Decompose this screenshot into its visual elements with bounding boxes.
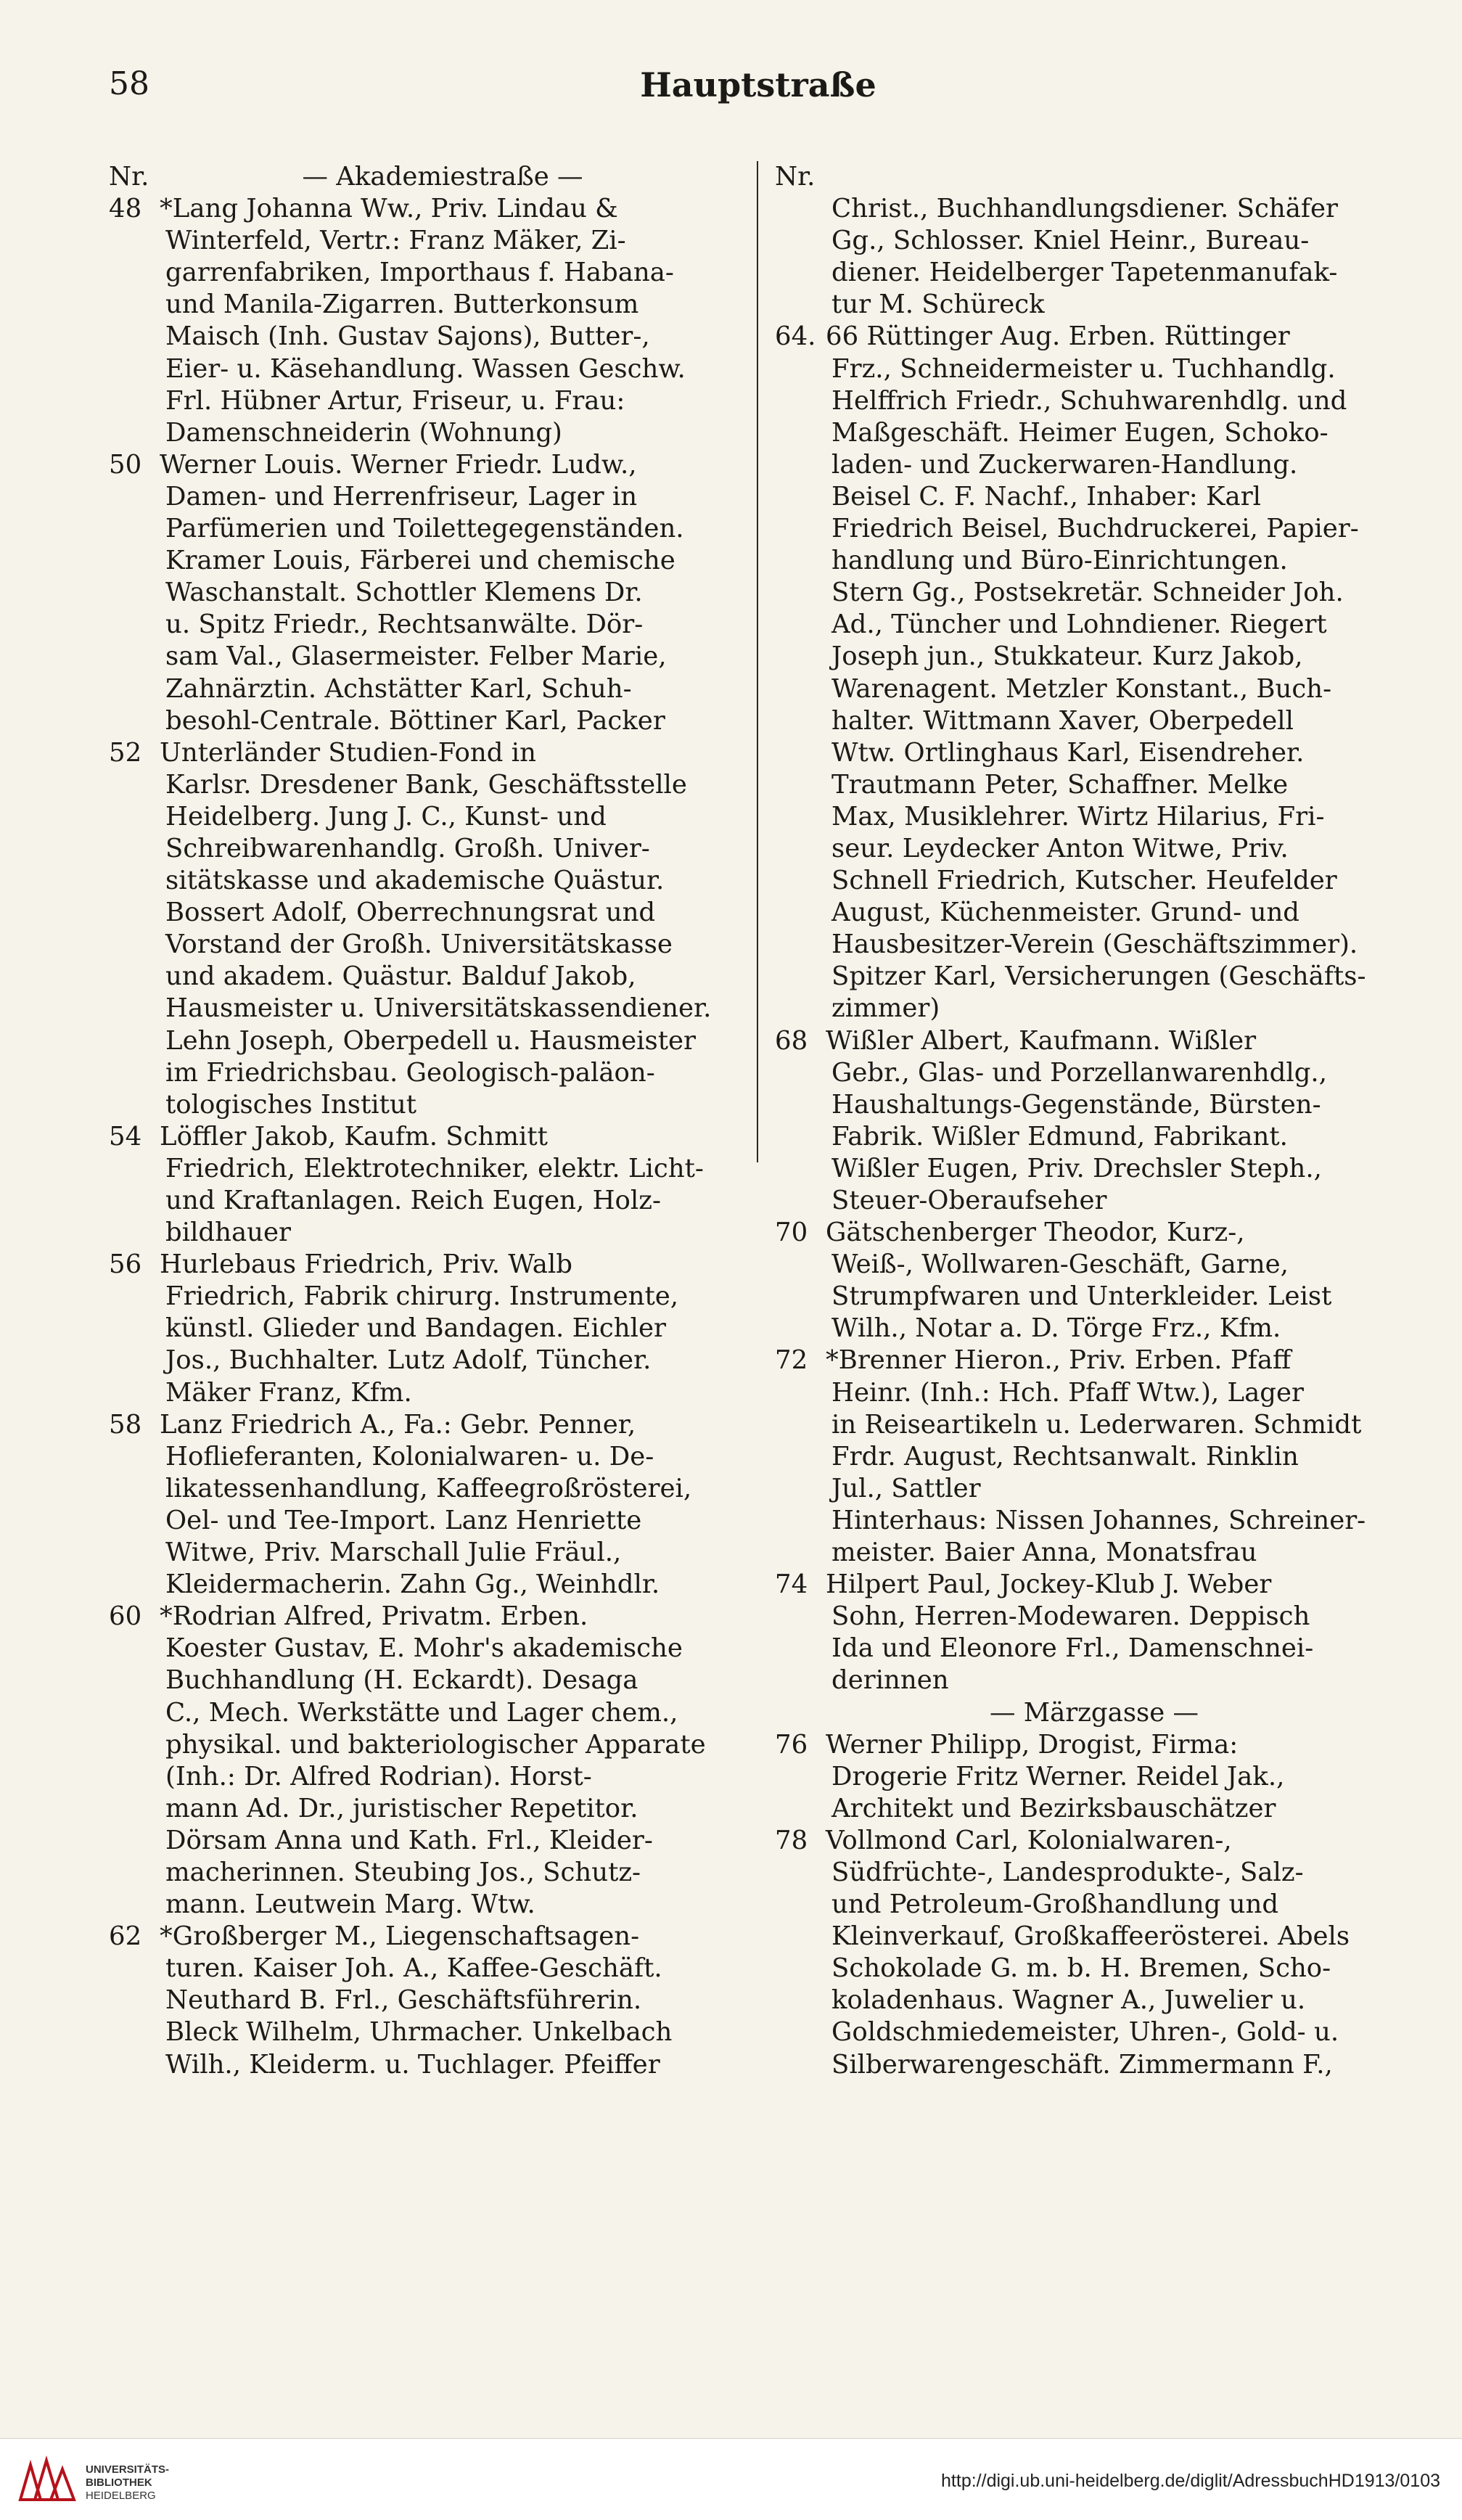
source-url-link[interactable]: http://digi.ub.uni-heidelberg.de/diglit/AdressbuchHD1913/0103 xyxy=(941,2471,1440,2491)
text-line xyxy=(109,417,747,449)
entry-text: August, Küchenmeister. Grund- und xyxy=(831,898,1300,928)
text-line xyxy=(109,1729,747,1761)
entry-text: turen. Kaiser Joh. A., Kaffee-Geschäft. xyxy=(165,1953,662,1984)
text-line xyxy=(775,1473,1413,1505)
text-line xyxy=(775,1313,1413,1345)
text-line xyxy=(109,1569,747,1601)
text-line xyxy=(775,1185,1413,1217)
page-header xyxy=(109,65,1408,123)
text-line xyxy=(775,1345,1413,1376)
house-number: 58 xyxy=(109,1409,142,1440)
text-line xyxy=(109,289,747,321)
text-line xyxy=(109,961,747,993)
house-number: 54 xyxy=(109,1121,142,1152)
entry-text: Gg., Schlosser. Kniel Heinr., Bureau- xyxy=(831,226,1310,256)
entry-text: Kleinverkauf, Großkaffeerösterei. Abels xyxy=(831,1921,1350,1952)
text-line xyxy=(109,513,747,545)
entry-text: seur. Leydecker Anton Witwe, Priv. xyxy=(831,833,1289,863)
entry-text: Wißler Eugen, Priv. Drechsler Steph., xyxy=(831,1153,1322,1183)
text-line xyxy=(775,993,1413,1025)
text-line xyxy=(109,929,747,961)
text-line xyxy=(109,1505,747,1537)
page-number: 58 xyxy=(109,65,149,102)
text-line xyxy=(109,1665,747,1696)
entry-text: Jul., Sattler xyxy=(831,1473,981,1503)
entry-text: Strumpfwaren und Unterkleider. Leist xyxy=(831,1281,1332,1312)
text-line xyxy=(775,481,1413,513)
entry-text: in Reiseartikeln u. Lederwaren. Schmidt xyxy=(831,1409,1362,1440)
entry-text: Koester Gustav, E. Mohr's akademische xyxy=(165,1633,683,1664)
entry-text: Bleck Wilhelm, Uhrmacher. Unkelbach xyxy=(165,2017,673,2048)
entry-text: 66 Rüttinger Aug. Erben. Rüttinger xyxy=(826,321,1290,352)
entry-text: Damen- und Herrenfriseur, Lager in xyxy=(165,481,638,512)
house-number: 70 xyxy=(775,1218,808,1248)
entry-text: Maisch (Inh. Gustav Sajons), Butter-, xyxy=(165,321,650,352)
text-line xyxy=(109,833,747,865)
entry-text: Heidelberg. Jung J. C., Kunst- und xyxy=(165,801,607,832)
entry-text: Architekt und Bezirksbauschätzer xyxy=(831,1793,1276,1823)
text-line xyxy=(775,609,1413,641)
text-line xyxy=(775,2049,1413,2081)
entry-text: Südfrüchte-, Landesprodukte-, Salz- xyxy=(831,1857,1304,1887)
right-column xyxy=(775,161,1413,2081)
entry-text: koladenhaus. Wagner A., Juwelier u. xyxy=(831,1985,1306,2016)
text-line xyxy=(775,225,1413,257)
entry-text: tur M. Schüreck xyxy=(831,290,1045,320)
entry-text: sam Val., Glasermeister. Felber Marie, xyxy=(165,641,667,672)
entry-text: Weiß-, Wollwaren-Geschäft, Garne, xyxy=(831,1249,1289,1280)
text-line xyxy=(775,1377,1413,1409)
house-number: 60 xyxy=(109,1601,142,1632)
entry-text: Ida und Eleonore Frl., Damenschnei- xyxy=(831,1633,1314,1664)
text-line xyxy=(109,641,747,673)
text-line xyxy=(109,1089,747,1121)
entry-text: Frl. Hübner Artur, Friseur, u. Frau: xyxy=(165,385,625,416)
house-number: 72 xyxy=(775,1345,808,1376)
entry-text: Sohn, Herren-Modewaren. Deppisch xyxy=(831,1601,1310,1632)
text-line xyxy=(775,1633,1413,1665)
text-line xyxy=(109,1441,747,1473)
entry-text: und Manila-Zigarren. Butterkonsum xyxy=(165,290,639,320)
text-line xyxy=(109,1217,747,1249)
text-line xyxy=(775,1889,1413,1921)
text-line xyxy=(775,1953,1413,1985)
entry-text: Zahnärztin. Achstätter Karl, Schuh- xyxy=(165,673,632,704)
entry-text: Hoflieferanten, Kolonialwaren- u. De- xyxy=(165,1441,654,1472)
library-name xyxy=(86,2463,169,2503)
text-line xyxy=(775,321,1413,353)
entry-text: *Brenner Hieron., Priv. Erben. Pfaff xyxy=(826,1345,1291,1376)
entry-text: Oel- und Tee-Import. Lanz Henriette xyxy=(165,1505,642,1535)
house-number: 76 xyxy=(775,1729,808,1760)
entry-text: Spitzer Karl, Versicherungen (Geschäfts- xyxy=(831,961,1366,992)
text-line xyxy=(775,1409,1413,1441)
house-number: 74 xyxy=(775,1569,808,1600)
text-line xyxy=(109,193,747,225)
text-line xyxy=(775,865,1413,897)
text-line xyxy=(109,1057,747,1089)
entry-text: Hausbesitzer-Verein (Geschäftszimmer). xyxy=(831,929,1358,960)
entry-text: Hurlebaus Friedrich, Priv. Walb xyxy=(160,1249,573,1280)
entry-text: mann. Leutwein Marg. Wtw. xyxy=(165,1889,535,1920)
text-line xyxy=(775,2016,1413,2048)
text-line xyxy=(109,1313,747,1345)
entry-text: handlung und Büro-Einrichtungen. xyxy=(831,546,1288,576)
house-number: 68 xyxy=(775,1025,808,1056)
page-title: Hauptstraße xyxy=(640,65,876,104)
text-line xyxy=(775,1665,1413,1696)
text-line xyxy=(775,1121,1413,1153)
text-line xyxy=(109,993,747,1025)
text-line xyxy=(775,737,1413,769)
text-line xyxy=(775,833,1413,865)
text-line xyxy=(109,449,747,481)
text-line xyxy=(109,1345,747,1376)
left-column xyxy=(109,161,747,2081)
text-line xyxy=(775,1057,1413,1089)
text-line xyxy=(109,1697,747,1729)
text-line xyxy=(109,1857,747,1889)
entry-text: Helffrich Friedr., Schuhwarenhdlg. und xyxy=(831,385,1347,416)
entry-text: laden- und Zuckerwaren-Handlung. xyxy=(831,449,1298,480)
library-name-line-2: BIBLIOTHEK xyxy=(86,2476,152,2489)
text-line xyxy=(109,865,747,897)
text-line xyxy=(775,577,1413,609)
text-line xyxy=(109,1185,747,1217)
entry-text: Vorstand der Großh. Universitätskasse xyxy=(165,929,673,960)
text-line xyxy=(775,1857,1413,1889)
entry-text: und Petroleum-Großhandlung und xyxy=(831,1889,1279,1920)
entry-text: sitätskasse und akademische Quästur. xyxy=(165,866,665,896)
entry-text: Steuer-Oberaufseher xyxy=(831,1186,1107,1215)
entry-text: likatessenhandlung, Kaffeegroßrösterei, xyxy=(165,1473,692,1503)
text-line xyxy=(775,1825,1413,1857)
entry-text: Silberwarengeschäft. Zimmermann F., xyxy=(831,2049,1333,2080)
text-line xyxy=(109,545,747,577)
text-line xyxy=(109,2016,747,2048)
text-line xyxy=(775,545,1413,577)
entry-text: Wilh., Notar a. D. Törge Frz., Kfm. xyxy=(831,1313,1281,1344)
text-line xyxy=(109,1537,747,1569)
entry-text: diener. Heidelberger Tapetenmanufak- xyxy=(831,258,1338,288)
entry-text: und Kraftanlagen. Reich Eugen, Holz- xyxy=(165,1186,661,1215)
entry-text: Witwe, Priv. Marschall Julie Fräul., xyxy=(165,1538,622,1568)
text-line xyxy=(109,1281,747,1313)
entry-text: Hinterhaus: Nissen Johannes, Schreiner- xyxy=(831,1505,1366,1535)
text-line xyxy=(109,1761,747,1793)
entry-text: tologisches Institut xyxy=(165,1089,417,1120)
entry-text: Jos., Buchhalter. Lutz Adolf, Tüncher. xyxy=(165,1345,652,1376)
entry-text: Ad., Tüncher und Lohndiener. Riegert xyxy=(831,610,1327,640)
entry-text: Dörsam Anna und Kath. Frl., Kleider- xyxy=(165,1825,653,1855)
entry-text: Frz., Schneidermeister u. Tuchhandlg. xyxy=(831,353,1336,384)
entry-text: Werner Louis. Werner Friedr. Ludw., xyxy=(160,449,637,480)
street-section-heading: — Märzgasse — xyxy=(989,1697,1199,1728)
text-line xyxy=(775,705,1413,737)
text-line xyxy=(775,673,1413,705)
entry-text: Christ., Buchhandlungsdiener. Schäfer xyxy=(831,194,1338,224)
entry-text: Joseph jun., Stukkateur. Kurz Jakob, xyxy=(831,641,1303,672)
entry-text: Hausmeister u. Universitätskassendiener. xyxy=(165,993,712,1024)
entry-text: Löffler Jakob, Kaufm. Schmitt xyxy=(160,1121,548,1152)
text-line xyxy=(109,1825,747,1857)
entry-text: Waschanstalt. Schottler Klemens Dr. xyxy=(165,578,643,608)
entry-text: Friedrich Beisel, Buchdruckerei, Papier- xyxy=(831,514,1359,544)
text-line xyxy=(775,1729,1413,1761)
text-line xyxy=(775,1793,1413,1825)
entry-text: Frdr. August, Rechtsanwalt. Rinklin xyxy=(831,1441,1299,1472)
text-line xyxy=(109,897,747,929)
entry-text: Damenschneiderin (Wohnung) xyxy=(165,417,562,448)
text-line xyxy=(775,1697,1413,1729)
entry-text: Winterfeld, Vertr.: Franz Mäker, Zi- xyxy=(165,226,626,256)
entry-text: Maßgeschäft. Heimer Eugen, Schoko- xyxy=(831,417,1328,448)
entry-text: Wißler Albert, Kaufmann. Wißler xyxy=(826,1025,1257,1056)
library-name-line-3: HEIDELBERG xyxy=(86,2490,156,2502)
text-line xyxy=(109,769,747,801)
entry-text: zimmer) xyxy=(831,993,940,1024)
text-line xyxy=(109,1889,747,1921)
street-section-heading: — Akademiestraße — xyxy=(302,162,583,192)
entry-text: Buchhandlung (H. Eckardt). Desaga xyxy=(165,1665,638,1696)
text-line xyxy=(775,193,1413,225)
entry-text: Trautmann Peter, Schaffner. Melke xyxy=(831,769,1289,800)
text-line xyxy=(109,1025,747,1057)
entry-text: besohl-Centrale. Böttiner Karl, Packer xyxy=(165,705,665,736)
text-line xyxy=(109,1249,747,1281)
text-line xyxy=(109,385,747,417)
entry-text: Unterländer Studien-Fond in xyxy=(160,737,536,768)
text-line xyxy=(109,1121,747,1153)
text-line xyxy=(109,1153,747,1185)
text-line xyxy=(775,1217,1413,1249)
text-line xyxy=(109,1601,747,1633)
entry-text: Beisel C. F. Nachf., Inhaber: Karl xyxy=(831,481,1262,512)
entry-text: Schnell Friedrich, Kutscher. Heufelder xyxy=(831,866,1337,896)
entry-text: Wilh., Kleiderm. u. Tuchlager. Pfeiffer xyxy=(165,2049,660,2080)
entry-text: Neuthard B. Frl., Geschäftsführerin. xyxy=(165,1985,642,2016)
entry-text: Drogerie Fritz Werner. Reidel Jak., xyxy=(831,1761,1285,1792)
text-line xyxy=(775,353,1413,385)
entry-text: u. Spitz Friedr., Rechtsanwälte. Dör- xyxy=(165,610,644,640)
text-line xyxy=(109,577,747,609)
text-line xyxy=(775,1601,1413,1633)
entry-text: (Inh.: Dr. Alfred Rodrian). Horst- xyxy=(165,1761,592,1792)
entry-text: Vollmond Carl, Kolonialwaren-, xyxy=(826,1825,1232,1855)
text-line xyxy=(109,1377,747,1409)
text-line xyxy=(109,609,747,641)
house-number: Nr. xyxy=(775,162,816,192)
footer-bar xyxy=(0,2438,1462,2520)
entry-text: *Lang Johanna Ww., Priv. Lindau & xyxy=(160,194,618,224)
entry-text: Friedrich, Elektrotechniker, elektr. Licht- xyxy=(165,1153,704,1183)
house-number: 50 xyxy=(109,449,142,480)
entry-text: Friedrich, Fabrik chirurg. Instrumente, xyxy=(165,1281,679,1312)
entry-text: bildhauer xyxy=(165,1218,292,1248)
text-line xyxy=(775,161,1413,193)
entry-text: Mäker Franz, Kfm. xyxy=(165,1377,412,1408)
entry-text: Parfümerien und Toilettegegenständen. xyxy=(165,514,684,544)
entry-text: *Rodrian Alfred, Privatm. Erben. xyxy=(160,1601,588,1632)
entry-text: im Friedrichsbau. Geologisch-paläon- xyxy=(165,1057,655,1088)
text-line xyxy=(775,801,1413,833)
text-line xyxy=(775,1537,1413,1569)
house-number: 78 xyxy=(775,1825,808,1855)
text-line xyxy=(775,769,1413,801)
column-divider xyxy=(757,161,758,1162)
entry-text: Goldschmiedemeister, Uhren-, Gold- u. xyxy=(831,2017,1339,2048)
text-line xyxy=(775,1921,1413,1953)
text-line xyxy=(775,1761,1413,1793)
text-line xyxy=(775,1569,1413,1601)
entry-text: Werner Philipp, Drogist, Firma: xyxy=(826,1729,1239,1760)
entry-text: Gätschenberger Theodor, Kurz-, xyxy=(826,1218,1245,1248)
text-line xyxy=(775,1249,1413,1281)
entry-text: C., Mech. Werkstätte und Lager chem., xyxy=(165,1697,678,1728)
entry-text: Wtw. Ortlinghaus Karl, Eisendreher. xyxy=(831,737,1305,768)
entry-text: Lehn Joseph, Oberpedell u. Hausmeister xyxy=(165,1025,696,1056)
text-line xyxy=(109,1953,747,1985)
entry-text: Warenagent. Metzler Konstant., Buch- xyxy=(831,673,1332,704)
entry-text: *Großberger M., Liegenschaftsagen- xyxy=(160,1921,640,1952)
house-number: 62 xyxy=(109,1921,142,1952)
text-line xyxy=(775,513,1413,545)
library-name-line-1: UNIVERSITÄTS- xyxy=(86,2463,170,2476)
text-line xyxy=(109,673,747,705)
house-number: 64. xyxy=(775,321,816,352)
entry-text: Hilpert Paul, Jockey-Klub J. Weber xyxy=(826,1569,1272,1600)
text-line xyxy=(109,1921,747,1953)
text-line xyxy=(775,929,1413,961)
text-line xyxy=(109,737,747,769)
text-line xyxy=(109,161,747,193)
entry-text: halter. Wittmann Xaver, Oberpedell xyxy=(831,705,1294,736)
text-line xyxy=(775,449,1413,481)
house-number: 52 xyxy=(109,737,142,768)
text-line xyxy=(109,1793,747,1825)
text-line xyxy=(775,1025,1413,1057)
text-line xyxy=(775,1089,1413,1121)
text-line xyxy=(109,705,747,737)
text-line xyxy=(775,641,1413,673)
text-line xyxy=(109,1633,747,1665)
entry-text: Kleidermacherin. Zahn Gg., Weinhdlr. xyxy=(165,1569,660,1600)
entry-text: Schreibwarenhandlg. Großh. Univer- xyxy=(165,833,650,863)
entry-text: Lanz Friedrich A., Fa.: Gebr. Penner, xyxy=(160,1409,636,1440)
text-line xyxy=(775,1441,1413,1473)
text-line xyxy=(109,481,747,513)
text-line xyxy=(775,289,1413,321)
entry-text: mann Ad. Dr., juristischer Repetitor. xyxy=(165,1793,638,1823)
text-line xyxy=(775,897,1413,929)
entry-text: Haushaltungs-Gegenstände, Bürsten- xyxy=(831,1089,1321,1120)
text-line xyxy=(109,225,747,257)
entry-text: Schokolade G. m. b. H. Bremen, Scho- xyxy=(831,1953,1331,1984)
house-number: Nr. xyxy=(109,162,149,192)
entry-text: Max, Musiklehrer. Wirtz Hilarius, Fri- xyxy=(831,801,1325,832)
entry-text: Fabrik. Wißler Edmund, Fabrikant. xyxy=(831,1121,1288,1152)
university-library-logo-icon xyxy=(16,2455,77,2505)
text-line xyxy=(109,321,747,353)
text-line xyxy=(775,1985,1413,2016)
text-line xyxy=(775,1505,1413,1537)
entry-text: und akadem. Quästur. Balduf Jakob, xyxy=(165,961,636,992)
text-line xyxy=(109,1473,747,1505)
entry-text: Stern Gg., Postsekretär. Schneider Joh. xyxy=(831,578,1344,608)
text-line xyxy=(775,961,1413,993)
text-line xyxy=(109,353,747,385)
entry-text: Kramer Louis, Färberei und chemische xyxy=(165,546,675,576)
house-number: 48 xyxy=(109,194,142,224)
text-line xyxy=(775,1153,1413,1185)
text-line xyxy=(109,801,747,833)
entry-text: Karlsr. Dresdener Bank, Geschäftsstelle xyxy=(165,769,687,800)
entry-text: physikal. und bakteriologischer Apparate xyxy=(165,1729,706,1760)
text-line xyxy=(775,257,1413,289)
text-line xyxy=(109,2049,747,2081)
entry-text: derinnen xyxy=(831,1665,949,1696)
house-number: 56 xyxy=(109,1249,142,1280)
entry-text: Gebr., Glas- und Porzellanwarenhdlg., xyxy=(831,1057,1327,1088)
text-line xyxy=(775,417,1413,449)
entry-text: garrenfabriken, Importhaus f. Habana- xyxy=(165,258,674,288)
entry-text: Bossert Adolf, Oberrechnungsrat und xyxy=(165,898,656,928)
entry-text: meister. Baier Anna, Monatsfrau xyxy=(831,1538,1257,1568)
text-line xyxy=(775,1281,1413,1313)
text-line xyxy=(775,385,1413,417)
text-line xyxy=(109,1985,747,2016)
entry-text: künstl. Glieder und Bandagen. Eichler xyxy=(165,1313,666,1344)
entry-text: Heinr. (Inh.: Hch. Pfaff Wtw.), Lager xyxy=(831,1377,1304,1408)
entry-text: macherinnen. Steubing Jos., Schutz- xyxy=(165,1857,641,1887)
entry-text: Eier- u. Käsehandlung. Wassen Geschw. xyxy=(165,353,686,384)
text-line xyxy=(109,1409,747,1441)
text-line xyxy=(109,257,747,289)
